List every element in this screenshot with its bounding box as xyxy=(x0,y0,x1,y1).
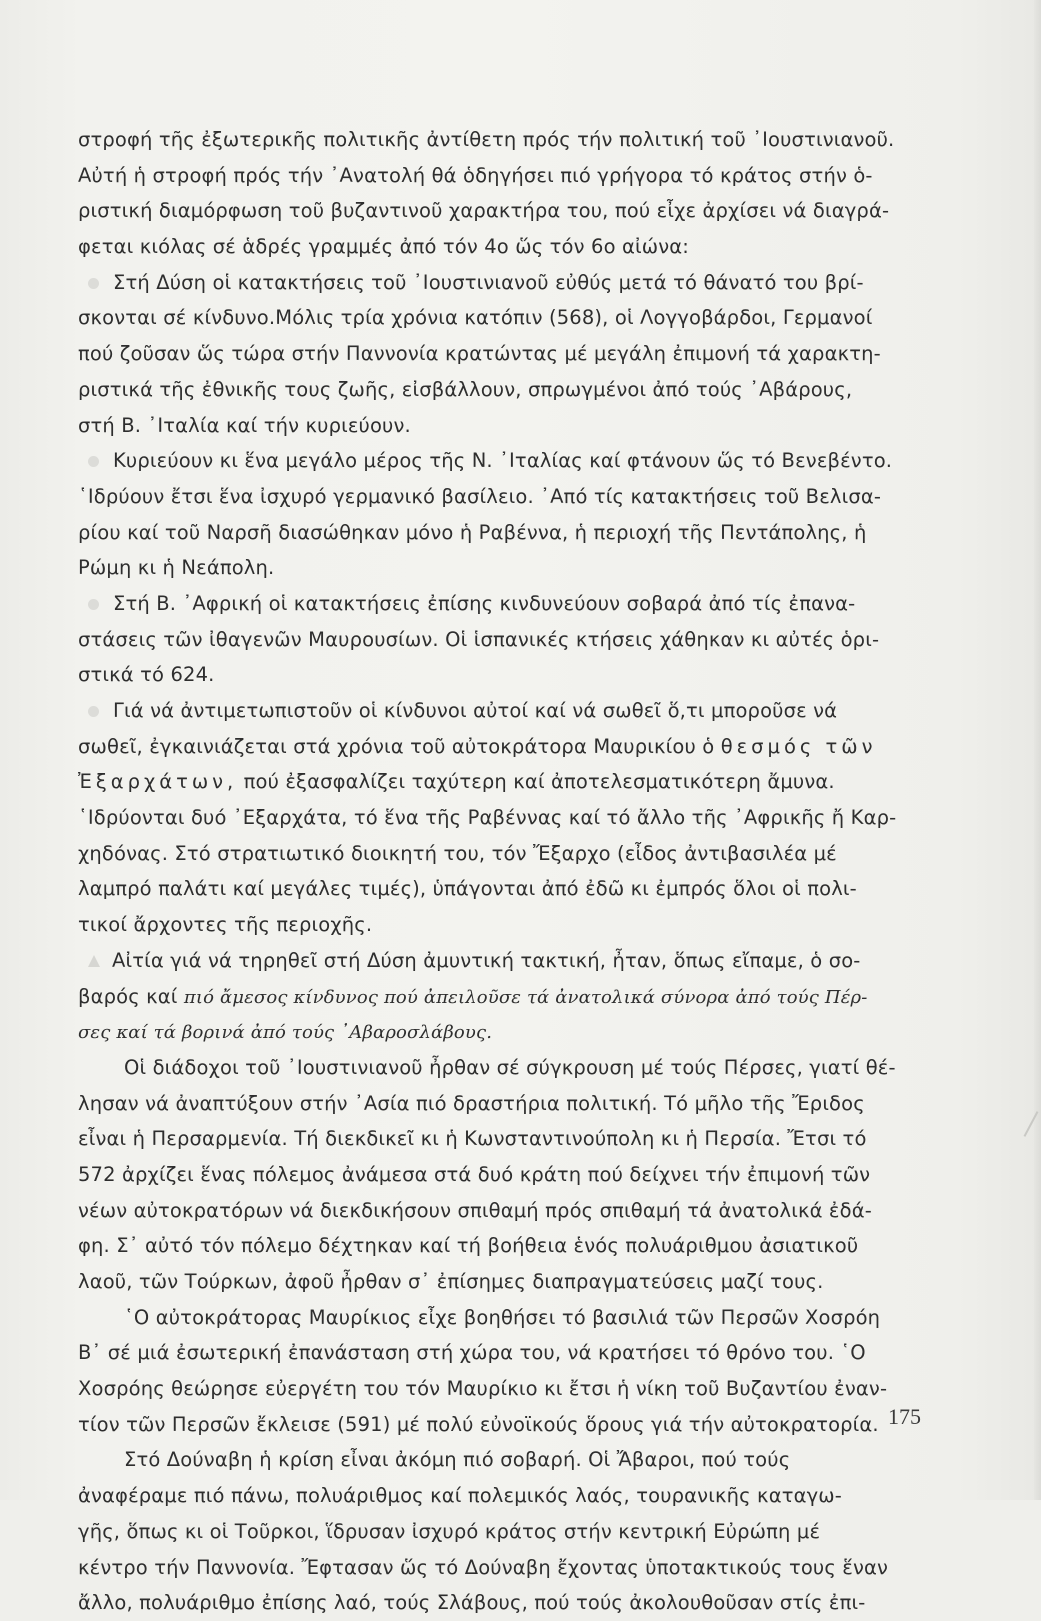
text-line: ῾Ο αὐτοκράτορας Μαυρίκιος εἶχε βοηθήσει τό βασιλιά τῶν Περσῶν Χοσρόη xyxy=(124,1305,881,1329)
text-line: Αὐτή ἡ στροφή πρός τήν ᾿Ανατολή θά ὁδηγήσει πιό γρήγορα τό κράτος στήν ὁ- xyxy=(78,163,873,187)
text-line: νέων αὐτοκρατόρων νά διεκδικήσουν σπιθαμή πρός σπιθαμή τά ἀνατολικά ἐδά- xyxy=(78,1198,872,1222)
text-line xyxy=(78,979,940,1015)
text-line: λαοῦ, τῶν Τούρκων, ἀφοῦ ἦρθαν σ᾿ ἐπίσημες διαπραγματεύσεις μαζί τους. xyxy=(78,1270,824,1293)
text-line xyxy=(78,1014,940,1050)
text-line: γῆς, ὅπως κι οἱ Τοῦρκοι, ἵδρυσαν ἰσχυρό κράτος στήν κεντρική Εὐρώπη μέ xyxy=(78,1519,821,1543)
line-text: σωθεῖ, ἐγκαινιάζεται στά χρόνια τοῦ αὐτοκράτορα Μαυρικίου ὁ xyxy=(78,734,715,758)
bullet-dot-icon xyxy=(88,456,99,467)
text-line: Οἱ διάδοχοι τοῦ ᾿Ιουστινιανοῦ ἦρθαν σέ σύγκρουση μέ τούς Πέρσες, γιατί θέ- xyxy=(124,1055,896,1079)
text-line xyxy=(78,943,940,979)
line-text: πού ἐξασφαλίζει ταχύτερη καί ἀποτελεσματικότερη ἄμυνα. xyxy=(243,770,835,794)
triangle-marker-icon xyxy=(88,955,100,967)
text-line: στροφή τῆς ἐξωτερικῆς πολιτικῆς ἀντίθετη πρός τήν πολιτική τοῦ ᾿Ιουστινιανοῦ. xyxy=(78,128,895,151)
line-text: Κυριεύουν κι ἕνα μεγάλο μέρος τῆς Ν. ᾿Ιταλίας καί φτάνουν ὥς τό Βενεβέντο. xyxy=(113,449,893,473)
text-line: εἶναι ἡ Περσαρμενία. Τή διεκδικεῖ κι ἡ Κωνσταντινούπολη κι ἡ Περσία. Ἔτσι τό xyxy=(78,1127,867,1151)
text-line: φη. Σ᾿ αὐτό τόν πόλεμο δέχτηκαν καί τή βοήθεια ἑνός πολυάριθμου ἀσιατικοῦ xyxy=(78,1234,859,1258)
text-line: σκονται σέ κίνδυνο.Μόλις τρία χρόνια κατόπιν (568), οἱ Λογγοβάρδοι, Γερμανοί xyxy=(78,306,873,330)
text-line: λαμπρό παλάτι καί μεγάλες τιμές), ὑπάγονται ἀπό ἐδῶ κι ἐμπρός ὅλοι οἱ πολι- xyxy=(78,877,857,901)
text-line: Β᾿ σέ μιά ἐσωτερική ἐπανάσταση στή χώρα του, νά κρατήσει τό θρόνο του. ῾Ο xyxy=(78,1341,866,1365)
text-line xyxy=(78,693,940,729)
text-line: ρίου καί τοῦ Ναρσῆ διασώθηκαν μόνο ἡ Ραβέννα, ἡ περιοχή τῆς Πεντάπολης, ἡ xyxy=(78,520,867,544)
text-line: ριστικά τῆς ἐθνικῆς τους ζωῆς, εἰσβάλλουν, σπρωγμένοι ἀπό τούς ᾿Αβάρους, xyxy=(78,377,853,401)
text-line: τίον τῶν Περσῶν ἔκλεισε (591) μέ πολύ εὐνοϊκούς ὅρους γιά τήν αὐτοκρατορία. xyxy=(78,1412,879,1436)
emphasized-term: Ἐξαρχάτων, xyxy=(78,770,238,794)
text-line: ριστική διαμόρφωση τοῦ βυζαντινοῦ χαρακτήρα του, πού εἶχε ἀρχίσει νά διαγρά- xyxy=(78,199,890,223)
text-line xyxy=(78,586,940,622)
emphasized-term: θεσμός τῶν xyxy=(720,734,877,758)
text-line: κέντρο τήν Παννονία. Ἔφτασαν ὥς τό Δούναβη ἔχοντας ὑποτακτικούς τους ἕναν xyxy=(78,1555,889,1579)
text-line: ἄλλο, πολυάριθμο ἐπίσης λαό, τούς Σλάβους, πού τούς ἀκολουθοῦσαν στίς ἐπι- xyxy=(78,1591,866,1615)
text-line: λησαν νά ἀναπτύξουν στήν ᾿Ασία πιό δραστήρια πολιτική. Τό μῆλο τῆς Ἔριδος xyxy=(78,1091,865,1115)
bullet-dot-icon xyxy=(88,599,99,610)
text-line: Ρώμη κι ἡ Νεάπολη. xyxy=(78,556,275,580)
text-line: ἀναφέραμε πιό πάνω, πολυάριθμος καί πολεμικός λαός, τουρανικῆς καταγω- xyxy=(78,1484,842,1508)
line-text: Γιά νά ἀντιμετωπιστοῦν οἱ κίνδυνοι αὐτοί καί νά σωθεῖ ὅ,τι μποροῦσε νά xyxy=(113,699,838,722)
text-line: Στό Δούναβη ἡ κρίση εἶναι ἀκόμη πιό σοβαρή. Οἱ Ἄβαροι, πού τούς xyxy=(124,1448,791,1472)
page-number: 175 xyxy=(888,1404,921,1429)
text-line xyxy=(78,443,940,479)
text-line: στικά τό 624. xyxy=(78,663,215,687)
text-line: φεται κιόλας σέ ἁδρές γραμμές ἀπό τόν 4ο ὥς τόν 6ο αἰώνα: xyxy=(78,235,690,259)
text-line xyxy=(78,764,940,800)
text-line: ῾Ιδρύουν ἔτσι ἕνα ἰσχυρό γερμανικό βασίλειο. ᾿Από τίς κατακτήσεις τοῦ Βελισα- xyxy=(78,484,882,508)
line-text: Στή Β. ᾿Αφρική οἱ κατακτήσεις ἐπίσης κινδυνεύουν σοβαρά ἀπό τίς ἐπανα- xyxy=(113,591,856,615)
line-text: Στή Δύση οἱ κατακτήσεις τοῦ ᾿Ιουστινιανοῦ εὐθύς μετά τό θάνατό του βρί- xyxy=(113,270,864,294)
text-line: στή Β. ᾿Ιταλία καί τήν κυριεύουν. xyxy=(78,413,411,437)
line-text: Αἰτία γιά νά τηρηθεῖ στή Δύση ἀμυντική τακτική, ἦταν, ὅπως εἴπαμε, ὁ σο- xyxy=(112,948,861,972)
text-line: τικοί ἄρχοντες τῆς περιοχῆς. xyxy=(78,913,373,937)
text-line: πού ζοῦσαν ὥς τώρα στήν Παννονία κρατώντας μέ μεγάλη ἐπιμονή τά χαρακτη- xyxy=(78,342,881,366)
text-line: στάσεις τῶν ἰθαγενῶν Μαυρουσίων. Οἱ ἱσπανικές κτήσεις χάθηκαν κι αὐτές ὁρι- xyxy=(78,627,880,651)
bullet-dot-icon xyxy=(88,706,99,717)
bullet-dot-icon xyxy=(88,278,99,289)
text-line xyxy=(78,265,940,301)
italic-quote: πιό ἄμεσος κίνδυνος πού ἀπειλοῦσε τά ἀνατολικά σύνορα ἀπό τούς Πέρ- xyxy=(183,986,868,1008)
text-line: Χοσρόης θεώρησε εὐεργέτη του τόν Μαυρίκιο κι ἔτσι ἡ νίκη τοῦ Βυζαντίου ἐναν- xyxy=(78,1377,888,1401)
page-edge-shadow xyxy=(1034,0,1041,1500)
body-text xyxy=(78,122,940,1621)
line-text: βαρός καί xyxy=(78,984,178,1008)
text-line: ῾Ιδρύονται δυό ᾿Εξαρχάτα, τό ἕνα τῆς Ραβέννας καί τό ἄλλο τῆς ᾿Αφρικῆς ἤ Καρ- xyxy=(78,806,897,830)
text-line xyxy=(78,729,940,765)
text-line: χηδόνας. Στό στρατιωτικό διοικητή του, τόν Ἔξαρχο (εἶδος ἀντιβασιλέα μέ xyxy=(78,841,837,865)
italic-quote: σες καί τά βορινά ἀπό τούς ᾿Αβαροσλάβους. xyxy=(78,1022,493,1044)
text-line: 572 ἀρχίζει ἕνας πόλεμος ἀνάμεσα στά δυό κράτη πού δείχνει τήν ἐπιμονή τῶν xyxy=(78,1162,871,1186)
